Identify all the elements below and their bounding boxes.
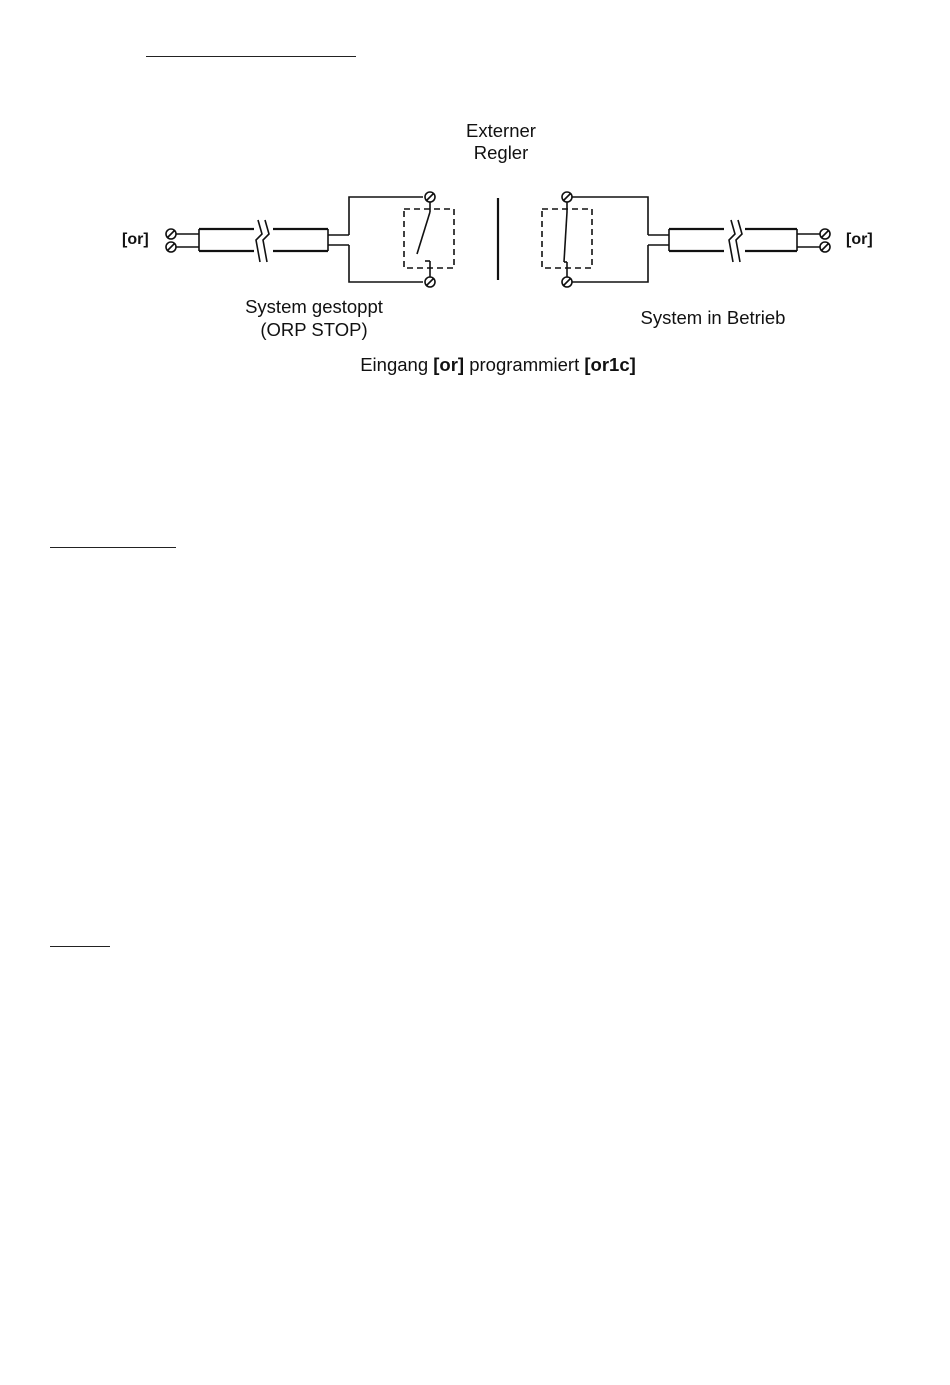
left-state-line2: (ORP STOP)	[260, 319, 368, 340]
controller-label-line2: Regler	[473, 142, 529, 163]
left-circuit	[122, 192, 454, 340]
caption-part-4: [or1c]	[584, 354, 636, 375]
left-cable	[199, 220, 328, 262]
left-relay-open-switch	[404, 202, 454, 277]
cable-break-symbol	[256, 220, 262, 262]
middle-heading-rule	[50, 547, 176, 548]
caption-part-3: programmiert	[464, 354, 585, 375]
right-cable	[669, 220, 797, 262]
right-state-label: System in Betrieb	[640, 307, 786, 328]
caption-part-2: [or]	[433, 354, 465, 375]
right-circuit	[542, 192, 873, 328]
controller-label-line1: Externer	[466, 120, 536, 141]
left-state-line1: System gestoppt	[245, 296, 383, 317]
wiring-diagram	[0, 0, 950, 400]
caption-part-1: Eingang	[360, 354, 434, 375]
right-terminal-label: [or]	[846, 231, 873, 248]
right-input-terminals	[820, 229, 830, 252]
left-input-terminals	[166, 229, 176, 252]
bottom-heading-rule	[50, 946, 110, 947]
diagram-caption	[360, 354, 636, 375]
right-relay-closed-switch	[542, 202, 592, 277]
left-terminal-label: [or]	[122, 231, 149, 248]
